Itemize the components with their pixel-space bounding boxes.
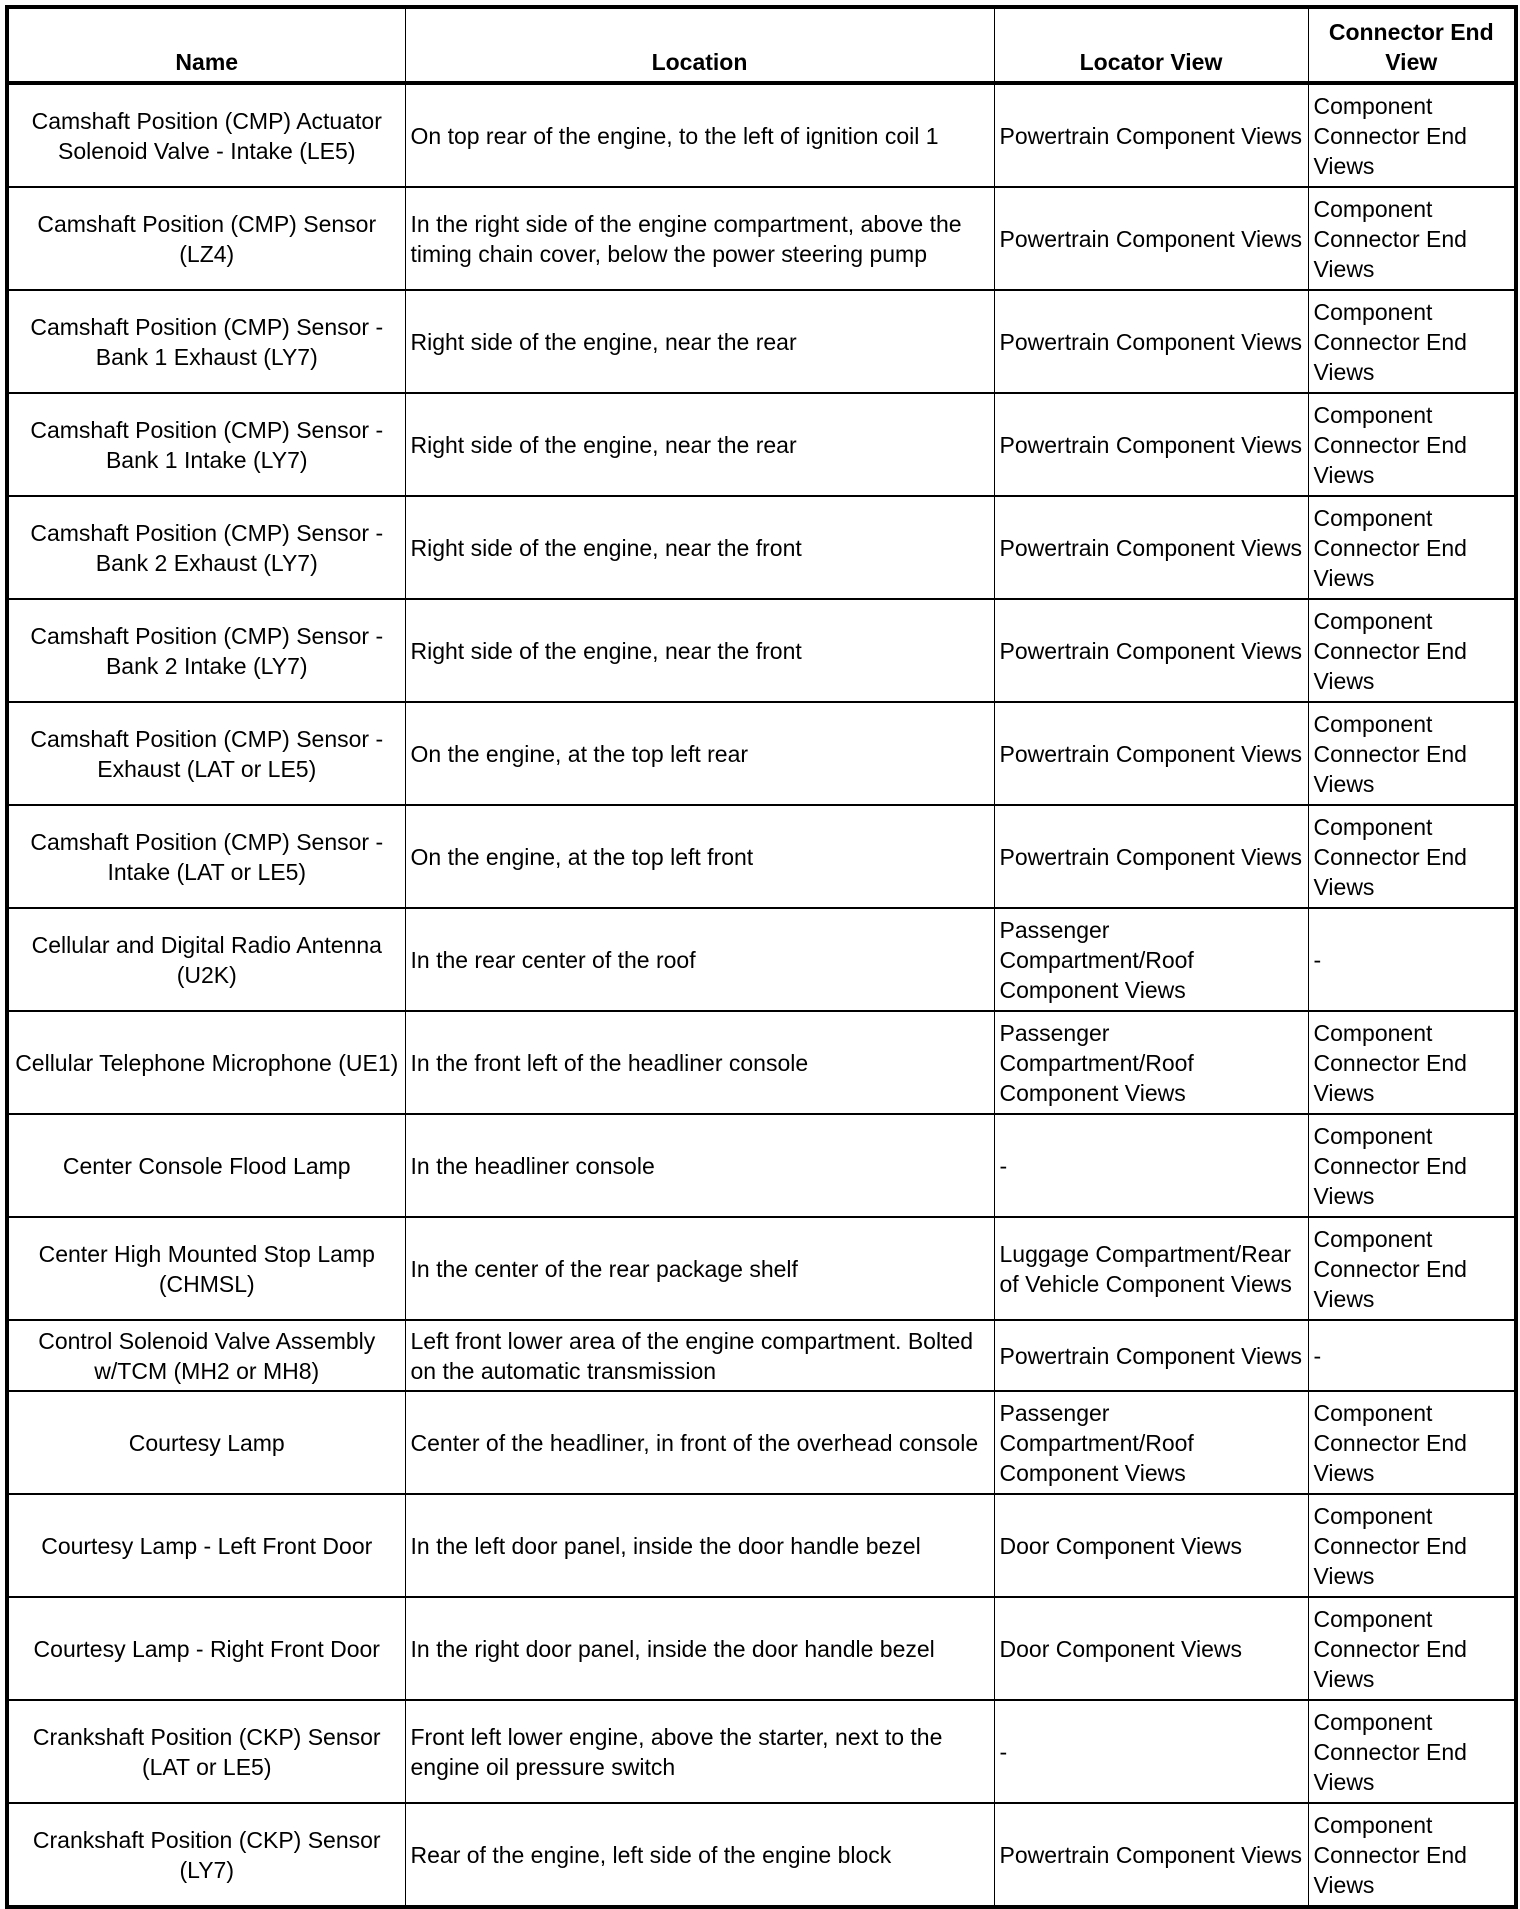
table-row: [7, 1597, 1516, 1700]
cell-connector-end-view: Component Connector End Views: [1308, 1700, 1516, 1803]
cell-connector-end-view: Component Connector End Views: [1308, 1597, 1516, 1700]
cell-connector-end-view: Component Connector End Views: [1308, 1114, 1516, 1217]
header-connector-end-view: Connector End View: [1308, 7, 1516, 83]
cell-connector-end-view: Component Connector End Views: [1308, 599, 1516, 702]
cell-name: Courtesy Lamp: [7, 1391, 405, 1494]
component-locator-table: [5, 5, 1518, 1909]
cell-name: Camshaft Position (CMP) Sensor - Bank 2 Intake (LY7): [7, 599, 405, 702]
cell-name: Center Console Flood Lamp: [7, 1114, 405, 1217]
cell-name: Camshaft Position (CMP) Sensor - Bank 1 Exhaust (LY7): [7, 290, 405, 393]
cell-location: In the center of the rear package shelf: [405, 1217, 994, 1320]
cell-locator-view: Powertrain Component Views: [994, 393, 1308, 496]
cell-name: Crankshaft Position (CKP) Sensor (LY7): [7, 1803, 405, 1907]
cell-location: Right side of the engine, near the rear: [405, 290, 994, 393]
header-row: [7, 7, 1516, 83]
cell-location: Rear of the engine, left side of the engine block: [405, 1803, 994, 1907]
cell-locator-view: -: [994, 1114, 1308, 1217]
cell-name: Camshaft Position (CMP) Sensor (LZ4): [7, 187, 405, 290]
cell-locator-view: Door Component Views: [994, 1494, 1308, 1597]
cell-connector-end-view: Component Connector End Views: [1308, 702, 1516, 805]
cell-locator-view: Powertrain Component Views: [994, 496, 1308, 599]
table-row: [7, 187, 1516, 290]
cell-name: Center High Mounted Stop Lamp (CHMSL): [7, 1217, 405, 1320]
cell-connector-end-view: Component Connector End Views: [1308, 290, 1516, 393]
cell-locator-view: Passenger Compartment/Roof Component Views: [994, 1011, 1308, 1114]
cell-connector-end-view: Component Connector End Views: [1308, 496, 1516, 599]
table-row: [7, 496, 1516, 599]
cell-location: Right side of the engine, near the front: [405, 599, 994, 702]
component-locator-table-container: [5, 5, 1514, 1909]
cell-location: On top rear of the engine, to the left of ignition coil 1: [405, 83, 994, 187]
cell-name: Camshaft Position (CMP) Sensor - Exhaust (LAT or LE5): [7, 702, 405, 805]
cell-locator-view: Powertrain Component Views: [994, 1803, 1308, 1907]
table-row: [7, 1217, 1516, 1320]
table-row: [7, 393, 1516, 496]
cell-connector-end-view: -: [1308, 1320, 1516, 1391]
cell-name: Cellular Telephone Microphone (UE1): [7, 1011, 405, 1114]
cell-connector-end-view: Component Connector End Views: [1308, 393, 1516, 496]
cell-name: Camshaft Position (CMP) Sensor - Intake (LAT or LE5): [7, 805, 405, 908]
table-row: [7, 908, 1516, 1011]
cell-location: Right side of the engine, near the rear: [405, 393, 994, 496]
cell-location: In the left door panel, inside the door handle bezel: [405, 1494, 994, 1597]
cell-name: Cellular and Digital Radio Antenna (U2K): [7, 908, 405, 1011]
table-row: [7, 1114, 1516, 1217]
table-row: [7, 83, 1516, 187]
cell-location: In the rear center of the roof: [405, 908, 994, 1011]
cell-connector-end-view: Component Connector End Views: [1308, 1494, 1516, 1597]
cell-location: Front left lower engine, above the starter, next to the engine oil pressure switch: [405, 1700, 994, 1803]
cell-location: Center of the headliner, in front of the overhead console: [405, 1391, 994, 1494]
cell-connector-end-view: Component Connector End Views: [1308, 1391, 1516, 1494]
table-row: [7, 1391, 1516, 1494]
cell-connector-end-view: Component Connector End Views: [1308, 1803, 1516, 1907]
table-row: [7, 1011, 1516, 1114]
cell-location: In the front left of the headliner console: [405, 1011, 994, 1114]
cell-locator-view: Passenger Compartment/Roof Component Views: [994, 1391, 1308, 1494]
cell-locator-view: Powertrain Component Views: [994, 187, 1308, 290]
cell-location: On the engine, at the top left front: [405, 805, 994, 908]
header-name: Name: [7, 7, 405, 83]
cell-name: Camshaft Position (CMP) Actuator Solenoid Valve - Intake (LE5): [7, 83, 405, 187]
header-locator-view: Locator View: [994, 7, 1308, 83]
cell-name: Courtesy Lamp - Left Front Door: [7, 1494, 405, 1597]
cell-name: Courtesy Lamp - Right Front Door: [7, 1597, 405, 1700]
cell-location: In the right door panel, inside the door handle bezel: [405, 1597, 994, 1700]
table-body: [7, 83, 1516, 1907]
cell-locator-view: Powertrain Component Views: [994, 599, 1308, 702]
cell-location: In the right side of the engine compartment, above the timing chain cover, below the power steering pump: [405, 187, 994, 290]
cell-locator-view: -: [994, 1700, 1308, 1803]
cell-locator-view: Passenger Compartment/Roof Component Views: [994, 908, 1308, 1011]
cell-locator-view: Door Component Views: [994, 1597, 1308, 1700]
table-row: [7, 599, 1516, 702]
cell-name: Crankshaft Position (CKP) Sensor (LAT or LE5): [7, 1700, 405, 1803]
cell-locator-view: Luggage Compartment/Rear of Vehicle Component Views: [994, 1217, 1308, 1320]
cell-locator-view: Powertrain Component Views: [994, 1320, 1308, 1391]
cell-locator-view: Powertrain Component Views: [994, 702, 1308, 805]
cell-name: Camshaft Position (CMP) Sensor - Bank 1 Intake (LY7): [7, 393, 405, 496]
table-row: [7, 1700, 1516, 1803]
table-row: [7, 1320, 1516, 1391]
cell-name: Camshaft Position (CMP) Sensor - Bank 2 Exhaust (LY7): [7, 496, 405, 599]
cell-connector-end-view: Component Connector End Views: [1308, 805, 1516, 908]
cell-locator-view: Powertrain Component Views: [994, 290, 1308, 393]
cell-location: On the engine, at the top left rear: [405, 702, 994, 805]
cell-connector-end-view: Component Connector End Views: [1308, 1011, 1516, 1114]
table-row: [7, 1803, 1516, 1907]
table-row: [7, 702, 1516, 805]
cell-connector-end-view: Component Connector End Views: [1308, 1217, 1516, 1320]
cell-connector-end-view: -: [1308, 908, 1516, 1011]
cell-location: Right side of the engine, near the front: [405, 496, 994, 599]
cell-connector-end-view: Component Connector End Views: [1308, 187, 1516, 290]
cell-locator-view: Powertrain Component Views: [994, 83, 1308, 187]
cell-locator-view: Powertrain Component Views: [994, 805, 1308, 908]
header-location: Location: [405, 7, 994, 83]
cell-location: Left front lower area of the engine compartment. Bolted on the automatic transmission: [405, 1320, 994, 1391]
cell-location: In the headliner console: [405, 1114, 994, 1217]
cell-name: Control Solenoid Valve Assembly w/TCM (MH2 or MH8): [7, 1320, 405, 1391]
cell-connector-end-view: Component Connector End Views: [1308, 83, 1516, 187]
table-row: [7, 1494, 1516, 1597]
table-row: [7, 290, 1516, 393]
table-row: [7, 805, 1516, 908]
